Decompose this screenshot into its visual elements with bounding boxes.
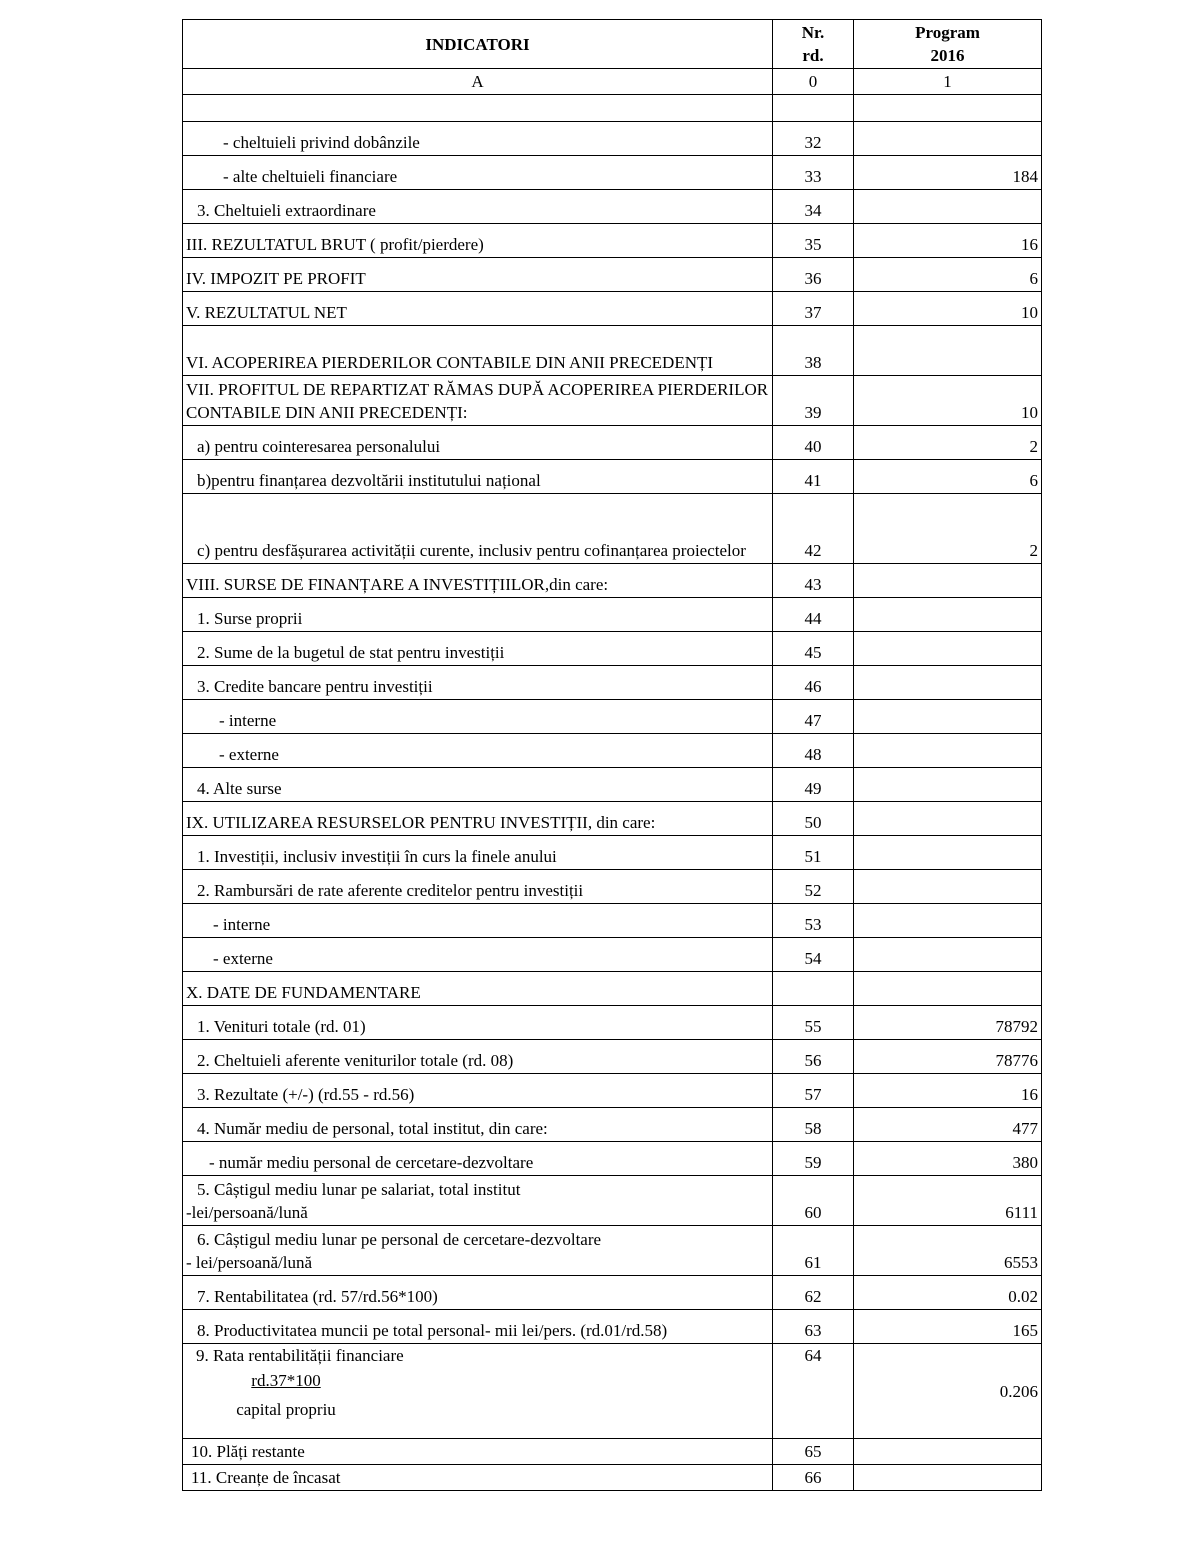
program-value: 2 [854,494,1042,564]
column-index-1: 1 [854,69,1042,95]
table-row [183,1108,1042,1142]
program-value: 2 [854,426,1042,460]
indicator-label: 11. Creanțe de încasat [183,1465,773,1491]
program-value [854,122,1042,156]
table-row [183,972,1042,1006]
program-value [854,326,1042,376]
indicator-label: 2. Rambursări de rate aferente creditelor pentru investiții [183,870,773,904]
header-nr-rd [773,20,854,69]
row-number: 46 [773,666,854,700]
program-value [854,734,1042,768]
indicator-label: 2. Sume de la bugetul de stat pentru investiții [183,632,773,666]
table-row [183,904,1042,938]
indicator-label: - externe [183,734,773,768]
program-value: 78792 [854,1006,1042,1040]
indicator-label: III. REZULTATUL BRUT ( profit/pierdere) [183,224,773,258]
row-number: 63 [773,1310,854,1344]
indicator-label: 3. Cheltuieli extraordinare [183,190,773,224]
blank-cell [183,95,773,122]
table-row [183,1176,1042,1226]
table-row [183,1276,1042,1310]
row-number: 41 [773,460,854,494]
table-row [183,870,1042,904]
header-nr-line1: Nr. [801,23,825,42]
program-value [854,632,1042,666]
table-row [183,1142,1042,1176]
indicator-label-line2: - lei/persoană/lună [186,1253,313,1272]
indicator-label: 1. Venituri totale (rd. 01) [183,1006,773,1040]
program-value: 16 [854,224,1042,258]
program-value: 0.02 [854,1276,1042,1310]
table-row [183,258,1042,292]
indicator-label: IX. UTILIZAREA RESURSELOR PENTRU INVESTIȚII, din care: [183,802,773,836]
table-row [183,224,1042,258]
program-value [854,802,1042,836]
table-row [183,666,1042,700]
column-index-0: 0 [773,69,854,95]
table-row [183,122,1042,156]
program-value: 10 [854,292,1042,326]
row-number: 65 [773,1439,854,1465]
row-number: 53 [773,904,854,938]
header-row [183,20,1042,69]
program-value: 6 [854,460,1042,494]
indicator-label: 4. Alte surse [183,768,773,802]
program-value [854,904,1042,938]
header-indicatori: INDICATORI [183,20,773,69]
row-number: 38 [773,326,854,376]
row-number: 32 [773,122,854,156]
indicator-label: 3. Credite bancare pentru investiții [183,666,773,700]
row-number: 55 [773,1006,854,1040]
indicator-label: 4. Număr mediu de personal, total institut, din care: [183,1108,773,1142]
header-program-line2: 2016 [930,46,965,65]
table-row [183,632,1042,666]
program-value [854,972,1042,1006]
table-row [183,700,1042,734]
blank-cell [854,95,1042,122]
table-row [183,1310,1042,1344]
table-row [183,494,1042,564]
row-number [773,972,854,1006]
program-value [854,870,1042,904]
table-row [183,836,1042,870]
program-value [854,768,1042,802]
row-number: 64 [773,1344,854,1439]
row-number: 54 [773,938,854,972]
indicator-label: - cheltuieli privind dobânzile [183,122,773,156]
column-index-row [183,69,1042,95]
program-value [854,1439,1042,1465]
budget-indicators-table [182,19,1042,1491]
indicator-label: 2. Cheltuieli aferente veniturilor totale (rd. 08) [183,1040,773,1074]
row-number: 42 [773,494,854,564]
row-number: 36 [773,258,854,292]
row-number: 61 [773,1226,854,1276]
row-number: 52 [773,870,854,904]
row-number: 57 [773,1074,854,1108]
indicator-label: - alte cheltuieli financiare [183,156,773,190]
indicator-label [183,1344,773,1439]
indicator-label-text: c) pentru desfășurarea activității curente, inclusiv pentru cofinanțarea proiectelor [197,541,746,560]
indicator-label-line1: 6. Câștigul mediu lunar pe personal de cercetare-dezvoltare [197,1230,602,1249]
table-row [183,1439,1042,1465]
table-row [183,156,1042,190]
indicator-label: - număr mediu personal de cercetare-dezvoltare [183,1142,773,1176]
row-number: 50 [773,802,854,836]
indicator-label: V. REZULTATUL NET [183,292,773,326]
indicator-label: - externe [183,938,773,972]
program-value [854,190,1042,224]
row-number: 40 [773,426,854,460]
indicator-label: 3. Rezultate (+/-) (rd.55 - rd.56) [183,1074,773,1108]
indicator-label: 10. Plăți restante [183,1439,773,1465]
row-number: 33 [773,156,854,190]
header-nr-line2: rd. [802,46,824,65]
indicator-label: 1. Surse proprii [183,598,773,632]
row-number: 59 [773,1142,854,1176]
program-value: 6111 [854,1176,1042,1226]
indicator-label: a) pentru cointeresarea personalului [183,426,773,460]
program-value: 78776 [854,1040,1042,1074]
row-number: 43 [773,564,854,598]
row-number: 58 [773,1108,854,1142]
indicator-label [183,1226,773,1276]
program-value [854,836,1042,870]
program-value [854,1465,1042,1491]
table-row [183,1040,1042,1074]
program-value [854,938,1042,972]
indicator-label: b)pentru finanțarea dezvoltării institutului național [183,460,773,494]
indicator-label-line2: -lei/persoană/lună [186,1203,308,1222]
table-row [183,426,1042,460]
table-row [183,190,1042,224]
table-row [183,768,1042,802]
column-index-a: A [183,69,773,95]
indicator-label [183,494,773,564]
program-value: 10 [854,376,1042,426]
program-value: 380 [854,1142,1042,1176]
row-number: 44 [773,598,854,632]
program-value: 477 [854,1108,1042,1142]
table-row [183,598,1042,632]
indicator-label: 8. Productivitatea muncii pe total personal- mii lei/pers. (rd.01/rd.58) [183,1310,773,1344]
table-row [183,1074,1042,1108]
blank-cell [773,95,854,122]
program-value: 0.206 [854,1344,1042,1439]
indicator-label: 7. Rentabilitatea (rd. 57/rd.56*100) [183,1276,773,1310]
indicator-label: VII. PROFITUL DE REPARTIZAT RĂMAS DUPĂ ACOPERIREA PIERDERILOR CONTABILE DIN ANII PRECEDENȚI: [183,376,773,426]
indicator-label: VI. ACOPERIREA PIERDERILOR CONTABILE DIN ANII PRECEDENȚI [183,326,773,376]
blank-row [183,95,1042,122]
table-row [183,460,1042,494]
table-row [183,292,1042,326]
row-number: 37 [773,292,854,326]
program-value: 184 [854,156,1042,190]
indicator-label-line1: 5. Câștigul mediu lunar pe salariat, total institut [197,1180,521,1199]
table-row [183,1006,1042,1040]
ratio-label: 9. Rata rentabilității financiare [196,1346,404,1365]
row-number: 62 [773,1276,854,1310]
row-number: 35 [773,224,854,258]
indicator-label [183,1176,773,1226]
program-value [854,700,1042,734]
header-program [854,20,1042,69]
table-row [183,1465,1042,1491]
indicator-label: VIII. SURSE DE FINANȚARE A INVESTIȚIILOR,din care: [183,564,773,598]
table-row [183,1226,1042,1276]
row-number: 34 [773,190,854,224]
row-number: 60 [773,1176,854,1226]
row-number: 51 [773,836,854,870]
row-number: 56 [773,1040,854,1074]
row-number: 47 [773,700,854,734]
program-value [854,598,1042,632]
table-row [183,376,1042,426]
indicator-label: 1. Investiții, inclusiv investiții în curs la finele anului [183,836,773,870]
table-row [183,802,1042,836]
table-row [183,734,1042,768]
program-value: 6 [854,258,1042,292]
program-value [854,564,1042,598]
header-program-line1: Program [915,23,980,42]
table-row [183,326,1042,376]
row-number: 45 [773,632,854,666]
indicator-label: X. DATE DE FUNDAMENTARE [183,972,773,1006]
table-row [183,1344,1042,1439]
program-value [854,666,1042,700]
program-value: 6553 [854,1226,1042,1276]
row-number: 48 [773,734,854,768]
table-row [183,938,1042,972]
indicator-label: - interne [183,700,773,734]
table-row [183,564,1042,598]
indicator-label: IV. IMPOZIT PE PROFIT [183,258,773,292]
row-number: 66 [773,1465,854,1491]
ratio-denominator: capital propriu [236,1400,336,1419]
ratio-numerator: rd.37*100 [251,1371,321,1390]
program-value: 165 [854,1310,1042,1344]
program-value: 16 [854,1074,1042,1108]
indicator-label: - interne [183,904,773,938]
row-number: 39 [773,376,854,426]
row-number: 49 [773,768,854,802]
